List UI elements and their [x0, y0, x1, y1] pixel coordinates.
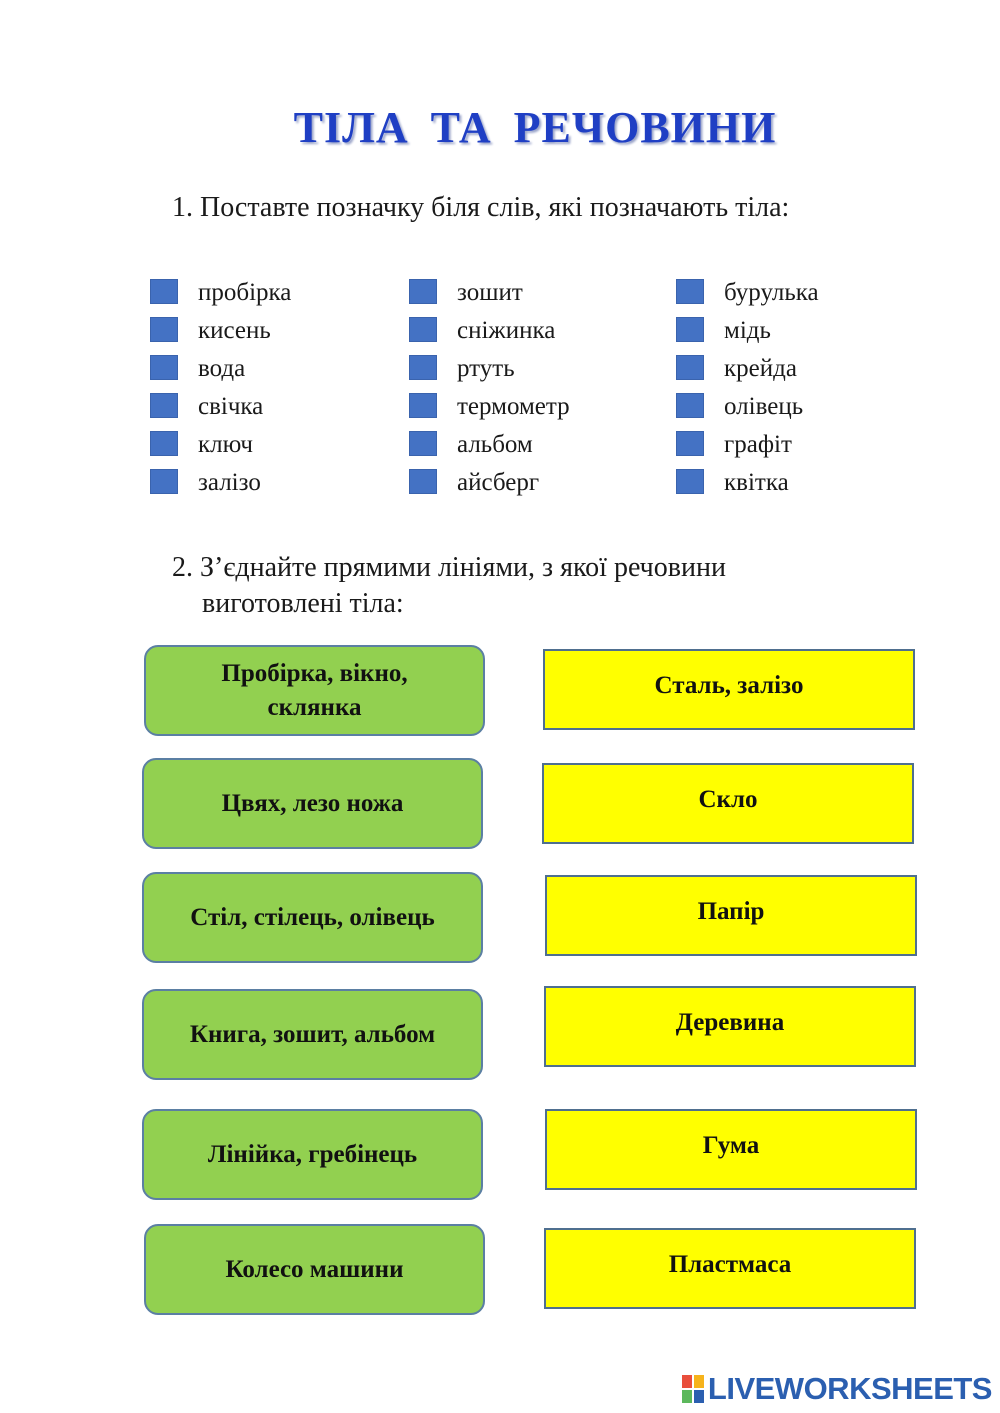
checkbox-label: крейда	[724, 355, 797, 382]
checkbox[interactable]	[409, 355, 437, 380]
checkbox[interactable]	[409, 279, 437, 304]
checkbox-label: ртуть	[457, 355, 515, 382]
substance-box[interactable]: Скло	[542, 763, 914, 844]
checkbox[interactable]	[150, 355, 178, 380]
checkbox[interactable]	[676, 469, 704, 494]
substance-box[interactable]: Гума	[545, 1109, 917, 1190]
substance-box[interactable]: Деревина	[544, 986, 916, 1067]
checkbox[interactable]	[150, 317, 178, 342]
body-box[interactable]: Колесо машини	[144, 1224, 485, 1315]
checkbox-label: айсберг	[457, 469, 540, 496]
checkbox-label: свічка	[198, 393, 264, 420]
checkbox[interactable]	[150, 469, 178, 494]
liveworksheets-logo	[682, 1371, 992, 1407]
checkbox-label: квітка	[724, 469, 789, 496]
checkbox[interactable]	[409, 393, 437, 418]
task-2-line-2: виготовлені тіла:	[202, 588, 404, 619]
checkbox[interactable]	[150, 279, 178, 304]
task-2-instruction	[172, 550, 726, 622]
brand-text: LIVEWORKSHEETS	[707, 1371, 992, 1406]
checkbox-label: кисень	[198, 317, 271, 344]
checkbox-label: графіт	[724, 431, 792, 458]
body-box[interactable]: Пробірка, вікно, склянка	[144, 645, 485, 736]
checkbox-label: альбом	[457, 431, 533, 458]
body-box[interactable]: Книга, зошит, альбом	[142, 989, 483, 1080]
checkbox[interactable]	[150, 393, 178, 418]
body-box[interactable]: Лінійка, гребінець	[142, 1109, 483, 1200]
checkbox[interactable]	[150, 431, 178, 456]
substance-box[interactable]: Папір	[545, 875, 917, 956]
task-1-instruction: 1. Поставте позначку біля слів, які позначають тіла:	[172, 192, 790, 223]
checkbox[interactable]	[676, 393, 704, 418]
substance-box[interactable]: Сталь, залізо	[543, 649, 915, 730]
checkbox[interactable]	[409, 469, 437, 494]
body-box[interactable]: Цвях, лезо ножа	[142, 758, 483, 849]
checkbox-label: бурулька	[724, 279, 819, 306]
substance-box[interactable]: Пластмаса	[544, 1228, 916, 1309]
checkbox[interactable]	[676, 317, 704, 342]
checkbox-label: сніжинка	[457, 317, 556, 344]
page-title: ТІЛА ТА РЕЧОВИНИ	[293, 103, 777, 152]
checkbox-label: мідь	[724, 317, 771, 344]
checkbox[interactable]	[676, 279, 704, 304]
checkbox[interactable]	[676, 431, 704, 456]
checkbox[interactable]	[409, 431, 437, 456]
checkbox[interactable]	[676, 355, 704, 380]
checkbox-label: зошит	[457, 279, 523, 306]
checkbox-label: пробірка	[198, 279, 292, 306]
checkbox[interactable]	[409, 317, 437, 342]
checkbox-label: ключ	[198, 431, 253, 458]
checkbox-label: термометр	[457, 393, 570, 420]
logo-icon	[682, 1375, 704, 1403]
checkbox-label: олівець	[724, 393, 804, 420]
checkbox-label: залізо	[198, 469, 261, 496]
body-box[interactable]: Стіл, стілець, олівець	[142, 872, 483, 963]
checkbox-label: вода	[198, 355, 246, 382]
task-2-line-1: 2. З’єднайте прямими лініями, з якої речовини	[172, 552, 726, 583]
